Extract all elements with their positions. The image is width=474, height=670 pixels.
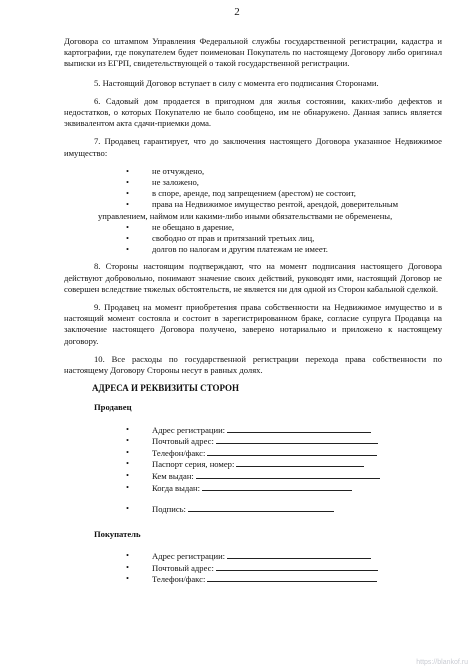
fill-in-line[interactable] [227,424,371,433]
list-item: • в споре, аренде, под запрещением (арестом) не состоит, [126,188,356,199]
bullet-icon: • [126,561,130,572]
signature-field: • Подпись: [64,503,442,515]
bullet-icon: • [126,503,130,514]
bullet-icon: • [126,423,130,434]
section-title: АДРЕСА И РЕКВИЗИТЫ СТОРОН [92,383,239,394]
seller-fields [64,424,442,515]
list-item: • не заложено, [126,177,199,188]
form-field: • Телефон/факс: [64,447,442,459]
bullet-icon: • [126,244,130,255]
bullet-icon: • [126,481,130,492]
paragraph-continuation: Договора со штампом Управления Федеральной службы государственной регистрации, кадастра и картографии, где покупателем будет поименован Покупатель по настоящему Договору либо оригинал выписки из ЕГРП, свидетельствующей о такой государственной регистрации. [64,36,442,69]
bullet-icon: • [126,446,130,457]
list-item: • свободно от прав и притязаний третьих лиц, [126,233,315,244]
bullet-icon: • [126,573,130,584]
list-item: • не отчуждено, [126,165,205,176]
bullet-icon: • [126,188,130,199]
fill-in-line[interactable] [202,482,352,491]
list-item-continuation: управлением, наймом или какими-либо иными обязательствами не обременены, [98,210,393,221]
fill-in-line[interactable] [236,458,364,467]
form-field: • Когда выдан: [64,482,442,494]
guarantee-list [64,166,442,256]
form-field: • Почтовый адрес: [64,435,442,447]
buyer-title: Покупатель [94,528,141,539]
signature-line[interactable] [188,503,334,512]
fill-in-line[interactable] [216,562,378,571]
form-field: • Адрес регистрации: [64,550,442,562]
fill-in-line[interactable] [207,447,377,456]
bullet-icon: • [126,233,130,244]
paragraph-9: 9. Продавец на момент приобретения права собственности на Недвижимое имущество и в настоящий момент состояла и состоит в зарегистрированном браке, согласие супруга Продавца на заключение настоящего Договора получено, заверено нотариально и приложено к настоящему договору. [64,302,442,346]
paragraph-7: 7. Продавец гарантирует, что до заключения настоящего Договора указанное Недвижимое имущество: [64,136,442,158]
fill-in-line[interactable] [196,470,380,479]
bullet-icon: • [126,435,130,446]
buyer-fields [64,550,442,585]
bullet-icon: • [126,199,130,210]
bullet-icon: • [126,550,130,561]
bullet-icon: • [126,177,130,188]
list-item: • права на Недвижимое имущество рентой, арендой, доверительным управлением, наймом или какими-либо иными обязательствами не обременены, [64,199,442,221]
seller-title: Продавец [94,402,132,413]
fill-in-line[interactable] [216,435,378,444]
paragraph-10: 10. Все расходы по государственной регистрации перехода права собственности по настоящему Договору Стороны несут в равных долях. [64,353,442,376]
paragraph-5: 5. Настоящий Договор вступает в силу с момента его подписания Сторонами. [94,77,379,88]
list-item: • долгов по налогам и другим платежам не имеет. [126,244,328,255]
fill-in-line[interactable] [227,550,371,559]
document-body [64,36,442,591]
bullet-icon: • [126,470,130,481]
form-field: • Кем выдан: [64,470,442,482]
bullet-icon: • [126,221,130,232]
form-field: • Почтовый адрес: [64,562,442,574]
form-field: • Паспорт серия, номер: [64,458,442,470]
page-number: 2 [234,6,240,18]
bullet-icon: • [126,165,130,176]
form-field: • Адрес регистрации: [64,424,442,436]
paragraph-6: 6. Садовый дом продается в пригодном для жилья состоянии, каких-либо дефектов и недостатков, о которых Покупателю не было сообщено, им не обнаружено. Данная запись является эквивалентом акта сдачи-приемки дома. [64,95,442,129]
paragraph-8: 8. Стороны настоящим подтверждают, что на момент подписания настоящего Договора действуют добровольно, понимают значение своих действий, руководят ими, настоящий Договор не совершен вследствие тяжелых обстоятельств, не является ни для одной из Сторон кабальной сделкой. [64,261,442,294]
bullet-icon: • [126,458,130,469]
list-item: • не обещано в дарение, [126,221,235,232]
fill-in-line[interactable] [207,573,377,582]
form-field: • Телефон/факс: [64,573,442,585]
watermark: https://blankof.ru [416,659,468,666]
